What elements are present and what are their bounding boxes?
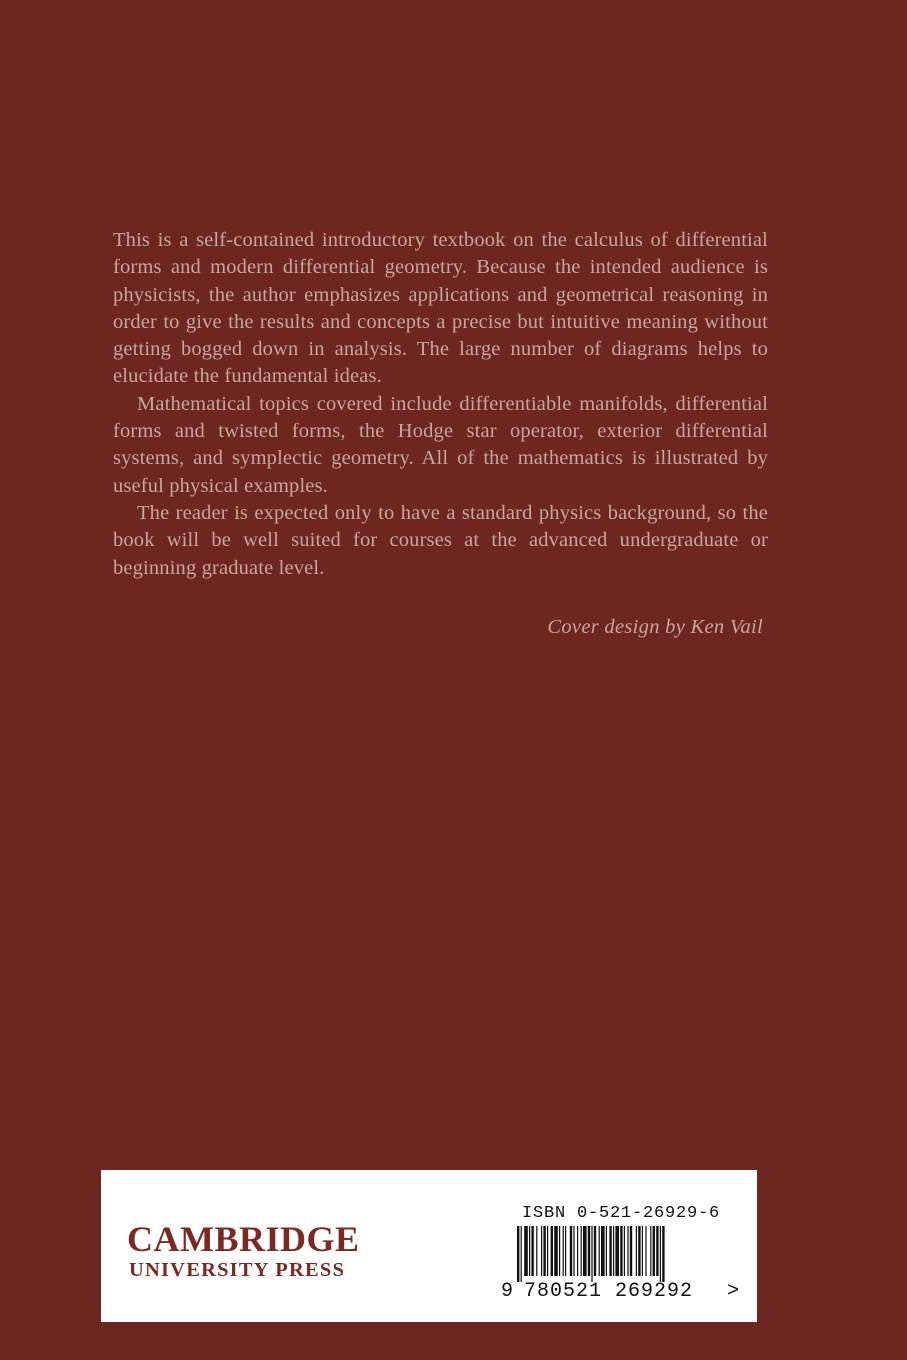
barcode-bar bbox=[660, 1226, 661, 1282]
barcode-bar bbox=[653, 1226, 655, 1276]
barcode-bar bbox=[559, 1226, 560, 1276]
barcode-digits: 780521 269292 bbox=[524, 1280, 694, 1303]
barcode-bar bbox=[565, 1226, 566, 1276]
barcode-bar bbox=[588, 1226, 590, 1276]
barcode-bar bbox=[551, 1226, 553, 1276]
barcode-bar bbox=[638, 1226, 640, 1276]
barcode-bar bbox=[563, 1226, 564, 1276]
blurb-paragraph-3: The reader is expected only to have a standard physics background, so the book will be well suited for courses at the advanced undergraduate or beginning graduate level. bbox=[113, 501, 768, 579]
cover-design-credit: Cover design by Ken Vail bbox=[547, 616, 763, 638]
barcode-bar bbox=[547, 1226, 548, 1276]
barcode-bar bbox=[524, 1226, 528, 1276]
isbn-label: ISBN 0-521-26929-6 bbox=[522, 1204, 721, 1223]
barcode-bar bbox=[620, 1226, 622, 1276]
barcode-bar bbox=[591, 1226, 592, 1282]
barcode-bar bbox=[521, 1226, 522, 1282]
blurb-paragraph-1: This is a self-contained introductory textbook on the calculus of differential forms and modern differential geometry. Because the intended audience is physicists, the author emphasizes applications and geometrical reasoning in order to give the results and concepts a precise but intuitive meaning without getting bogged down in analysis. The large number of diagrams helps to elucidate the fundamental ideas. bbox=[113, 229, 768, 388]
barcode-icon bbox=[517, 1226, 717, 1282]
barcode-bar bbox=[517, 1226, 519, 1282]
barcode-bar bbox=[609, 1226, 611, 1276]
barcode-lead-digit: 9 bbox=[501, 1280, 515, 1303]
barcode-bar bbox=[599, 1226, 600, 1276]
publisher-name: CAMBRIDGE bbox=[127, 1219, 360, 1259]
barcode-bar bbox=[645, 1226, 646, 1276]
barcode-bar bbox=[606, 1226, 607, 1276]
barcode-bar bbox=[636, 1226, 637, 1276]
barcode-bar bbox=[656, 1226, 658, 1276]
barcode-bar bbox=[554, 1226, 558, 1276]
back-cover-blurb bbox=[113, 227, 768, 582]
barcode-bar bbox=[650, 1226, 651, 1276]
barcode-bar bbox=[613, 1226, 614, 1276]
barcode-bar bbox=[627, 1226, 628, 1276]
barcode-bar bbox=[642, 1226, 643, 1276]
barcode-panel bbox=[101, 1170, 757, 1322]
barcode-bar bbox=[615, 1226, 619, 1276]
barcode-bar bbox=[630, 1226, 632, 1276]
barcode-bar bbox=[601, 1226, 605, 1276]
barcode-bar bbox=[581, 1226, 582, 1276]
barcode-bar bbox=[583, 1226, 587, 1276]
barcode-bar bbox=[570, 1226, 572, 1276]
blurb-paragraph-2: Mathematical topics covered include differentiable manifolds, differential forms and twisted forms, the Hodge star operator, exterior differential systems, and symplectic geometry. All of the mathematics is illustrated by useful physical examples. bbox=[113, 392, 768, 497]
barcode-arrow: > bbox=[727, 1280, 741, 1303]
barcode-bar bbox=[573, 1226, 574, 1276]
publisher-subtitle: UNIVERSITY PRESS bbox=[129, 1259, 346, 1281]
barcode-bar bbox=[577, 1226, 578, 1276]
barcode-bar bbox=[541, 1226, 542, 1276]
barcode-bar bbox=[543, 1226, 545, 1276]
barcode-bar bbox=[662, 1226, 664, 1282]
barcode-bar bbox=[624, 1226, 625, 1276]
barcode-bar bbox=[594, 1226, 596, 1276]
barcode-bar bbox=[536, 1226, 537, 1276]
barcode-bar bbox=[531, 1226, 533, 1276]
publisher-logo bbox=[127, 1220, 360, 1282]
barcode-bar bbox=[529, 1226, 530, 1276]
